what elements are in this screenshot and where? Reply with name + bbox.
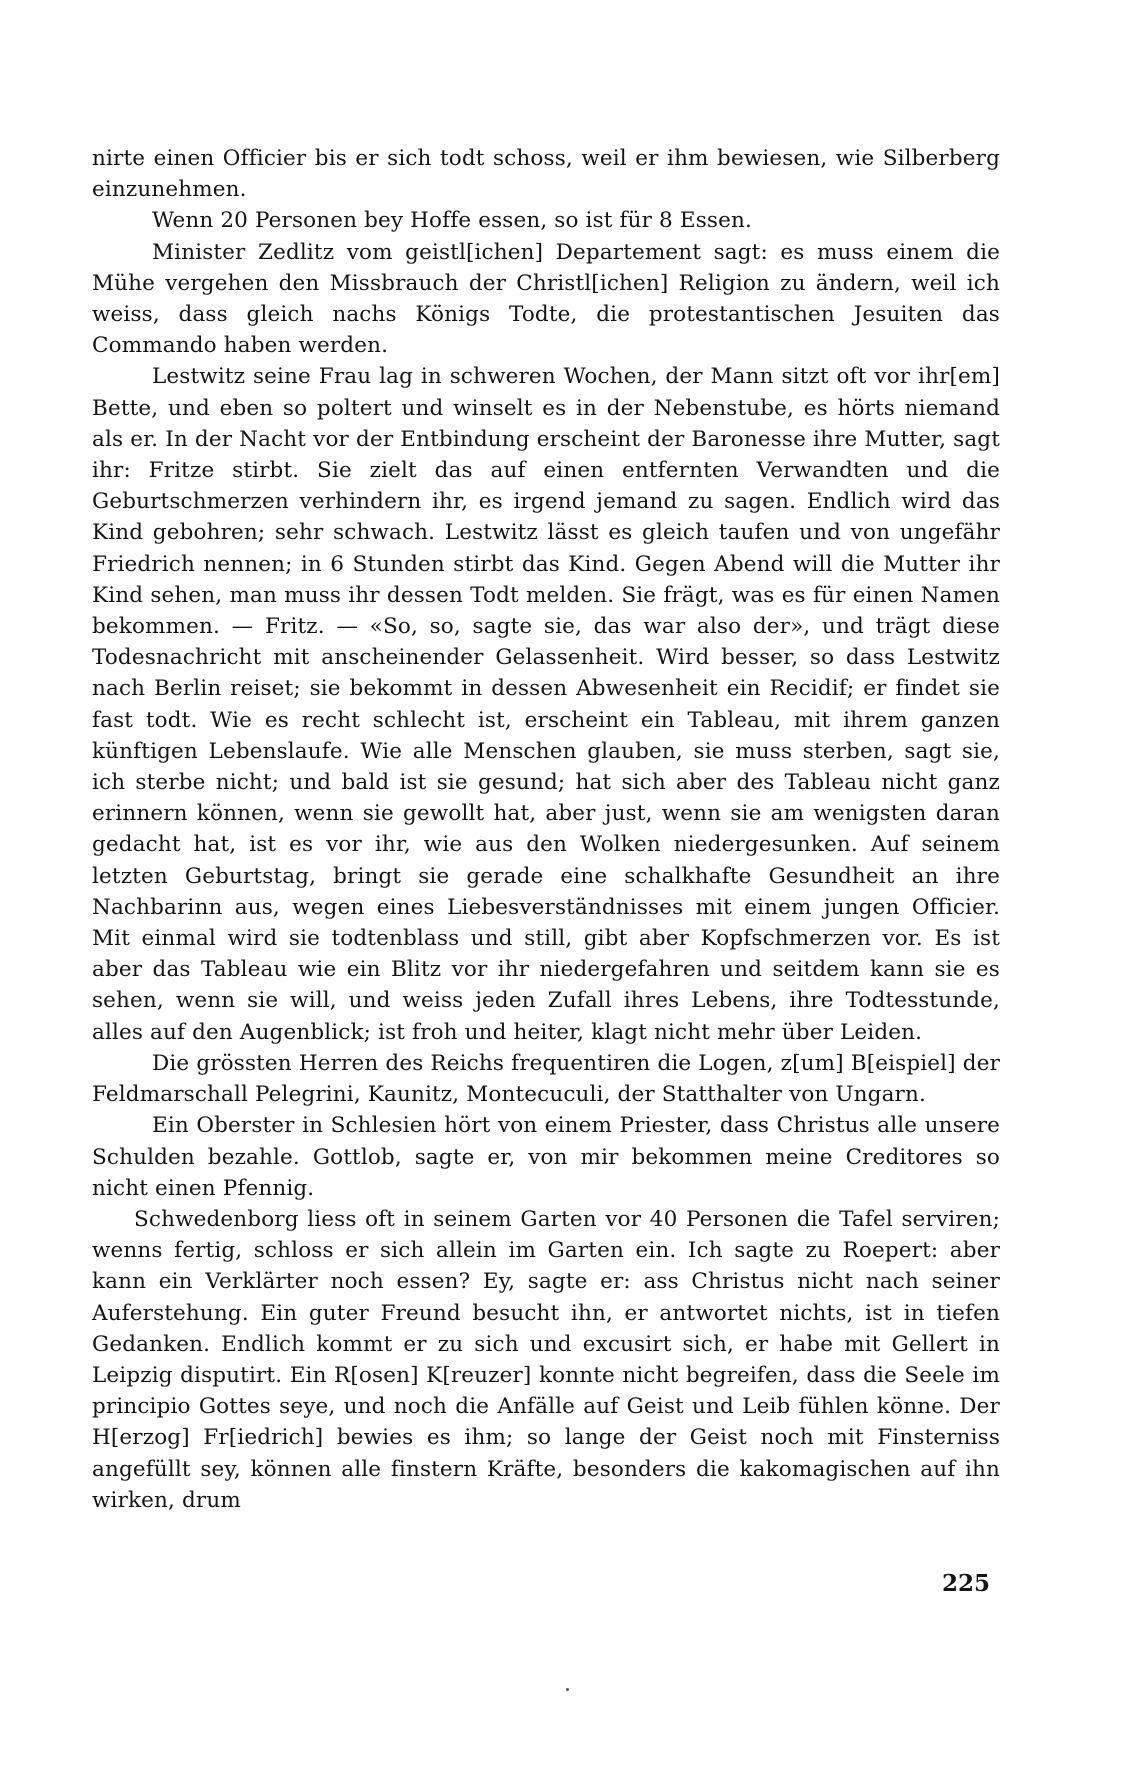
paragraph-continuation: nirte einen Officier bis er sich todt schoss, weil er ihm bewiesen, wie Silberberg einzunehmen. <box>92 146 1000 203</box>
page-number: 225 <box>942 1570 991 1597</box>
body-text <box>92 143 1000 1516</box>
paragraph-lestwitz: Lestwitz seine Frau lag in schweren Wochen, der Mann sitzt oft vor ihr[em] Bette, und eben so poltert und winselt es in der Nebenstube, es hörts niemand als er. In der Nacht vor der Entbindung erscheint der Baronesse ihre Mutter, sagt ihr: Fritze stirbt. Sie zielt das auf einen entfernten Verwandten und die Geburtschmerzen verhindern ihr, es irgend jemand zu sagen. Endlich wird das Kind gebohren; sehr schwach. Lestwitz lässt es gleich taufen und von ungefähr Friedrich nennen; in 6 Stunden stirbt das Kind. Gegen Abend will die Mutter ihr Kind sehen, man muss ihr dessen Todt melden. Sie frägt, was es für einen Namen bekommen. — Fritz. — «So, so, sagte sie, das war also der», und trägt diese Todesnachricht mit anscheinender Gelassenheit. Wird besser, so dass Lestwitz nach Berlin reiset; sie bekommt in dessen Abwesenheit ein Recidif; er findet sie fast todt. Wie es recht schlecht ist, erscheint ein Tableau, mit ihrem ganzen künftigen Lebenslaufe. Wie alle Menschen glauben, sie muss sterben, sagt sie, ich sterbe nicht; und bald ist sie gesund; hat sich aber des Tableau nicht ganz erinnern können, wenn sie gewollt hat, aber just, wenn sie am wenigsten daran gedacht hat, ist es vor ihr, wie aus den Wolken niedergesunken. Auf seinem letzten Geburtstag, bringt sie gerade eine schalkhafte Gesundheit an ihre Nachbarinn aus, wegen eines Liebesverständnisses mit einem jungen Officier. Mit einmal wird sie todtenblass und still, gibt aber Kopfschmerzen vor. Es ist aber das Tableau wie ein Blitz vor ihr niedergefahren und seitdem kann sie es sehen, wenn sie will, und weiss jeden Zufall ihres Lebens, ihre Todtesstunde, alles auf den Augenblick; ist froh und heiter, klagt nicht mehr über Leiden. <box>92 364 1000 1045</box>
ink-speck <box>566 1688 569 1691</box>
paragraph-zedlitz: Minister Zedlitz vom geistl[ichen] Departement sagt: es muss einem die Mühe vergehen den Missbrauch der Christl[ichen] Religion zu ändern, weil ich weiss, dass gleich nachs Königs Todte, die protestantischen Jesuiten das Commando haben werden. <box>92 239 1000 359</box>
paragraph-oberster: Ein Oberster in Schlesien hört von einem Priester, dass Christus alle unsere Schulden bezahle. Gottlob, sagte er, von mir bekommen meine Creditores so nicht einen Pfennig. <box>92 1113 1000 1201</box>
paragraph-hoffe: Wenn 20 Personen bey Hoffe essen, so ist für 8 Essen. <box>152 208 752 234</box>
paragraph-schwedenborg: Schwedenborg liess oft in seinem Garten vor 40 Personen die Tafel serviren; wenns fertig, schloss er sich allein im Garten ein. Ich sagte zu Roepert: aber kann ein Verklärter noch essen? Ey, sagte er: ass Christus nicht nach seiner Auferstehung. Ein guter Freund besucht ihn, er antwortet nichts, ist in tiefen Gedanken. Endlich kommt er zu sich und excusirt sich, er habe mit Gellert in Leipzig disputirt. Ein R[osen] K[reuzer] konnte nicht begreifen, dass die Seele im principio Gottes seye, und noch die Anfälle auf Geist und Leib fühlen könne. Der H[erzog] Fr[iedrich] bewies es ihm; so lange der Geist noch mit Finsterniss angefüllt sey, können alle finstern Kräfte, besonders die kakomagischen auf ihn wirken, drum <box>92 1206 1000 1513</box>
paragraph-logen: Die grössten Herren des Reichs frequentiren die Logen, z[um] B[eispiel] der Feldmarschall Pelegrini, Kaunitz, Montecuculi, der Statthalter von Ungarn. <box>92 1050 1000 1108</box>
